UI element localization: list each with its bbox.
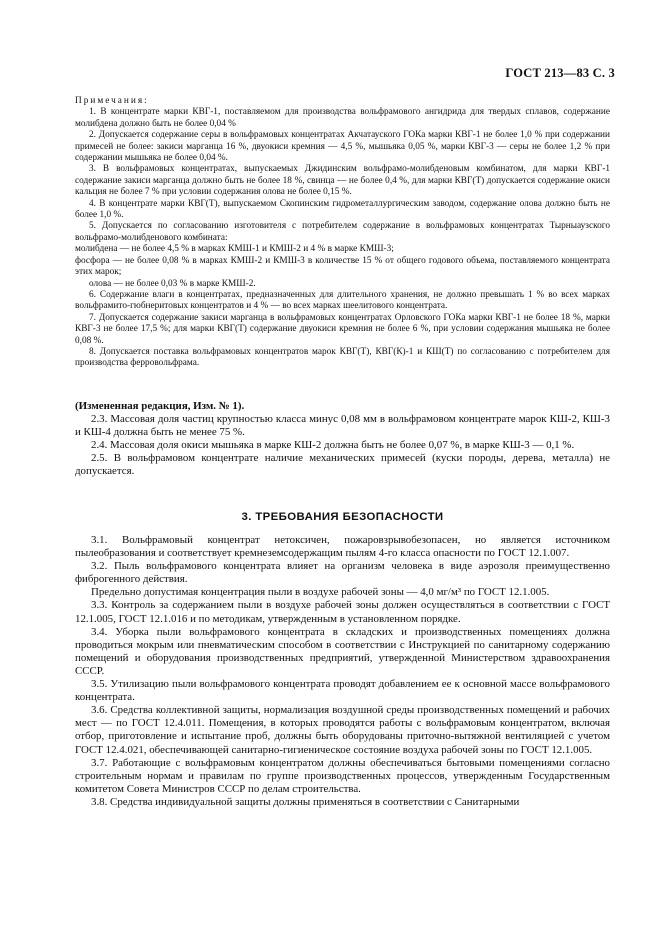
paragraph-3-8: 3.8. Средства индивидуальной защиты должны применяться в соответствии с Санитарными <box>91 795 520 808</box>
note-subitem: олова — не более 0,03 % в марке КМШ-2. <box>89 278 256 289</box>
paragraph-2-3: 2.3. Массовая доля частиц крупностью класса минус 0,08 мм в вольфрамовом концентрате марок КШ-2, КШ-3 и КШ-4 должна быть не менее 75 %. <box>75 413 610 439</box>
paragraph-3-2b: Предельно допустимая концентрация пыли в воздухе рабочей зоны — 4,0 мг/м³ по ГОСТ 12.1.005. <box>91 586 550 599</box>
note-item: 7. Допускается содержание закиси марганца в вольфрамовых концентратах Орловского ГОКа марки КВГ-1 не более 18 %, марки КВГ-3 не более 17,5 %; для марки КВГ(Т) содержание двуокиси кремния не более 6 %, при условии содержания мышьяка не более 0,08 %. <box>75 312 610 346</box>
note-item: 5. Допускается по согласованию изготовителя с потребителем содержание в вольфрамовых концентратах Тырныаузского вольфрамо-молибденового комбината: <box>75 221 610 243</box>
note-item: 1. В концентрате марки КВГ-1, поставляемом для производства вольфрамового ангидрида для твердых сплавов, содержание молибдена должно быть не более 0,04 % <box>75 107 610 129</box>
change-note: (Измененная редакция, Изм. № 1). <box>75 400 245 412</box>
paragraph-3-7: 3.7. Работающие с вольфрамовым концентратом должны обеспечиваться бытовыми помещениями согласно строительным нормам и правилам по группе производственных процессов, утвержденным Государственным комитетом Совета Министров СССР по делам строительства. <box>75 756 610 795</box>
paragraph-3-2: 3.2. Пыль вольфрамового концентрата влияет на организм человека в виде аэрозоля преимущественно фиброгенного действия. <box>75 560 610 586</box>
page-header: ГОСТ 213—83 С. 3 <box>505 66 615 80</box>
paragraph-2-5: 2.5. В вольфрамовом концентрате наличие механических примесей (куски породы, дерева, металла) не допускается. <box>75 452 610 478</box>
note-item: 2. Допускается содержание серы в вольфрамовых концентратах Акчатауского ГОКа марки КВГ-1 не более 1,0 % при содержании примесей не более: закиси марганца 16 %, двуокиси кремния — 4,5 %, мышьяка 0,05 %, марки КВГ-3 — серы не более 1,2 % при содержании мышьяка не более 0,04 %. <box>75 130 610 164</box>
paragraph-3-6: 3.6. Средства коллективной защиты, нормализация воздушной среды производственных помещений и рабочих мест — по ГОСТ 12.4.011. Помещения, в которых проводятся работы с вольфрамовым концентратом, включая отбор, приготовление и испытание проб, должны быть оборудованы приточно-вытяжной вентиляцией с учетом ГОСТ 12.4.021, обеспечивающей санитарно-гигиеническое состояние воздуха рабочей зоны по ГОСТ 12.1.005. <box>75 704 610 756</box>
note-item: 3. В вольфрамовых концентратах, выпускаемых Джидинским вольфрамо-молибденовым комбинатом, для марки КВГ-1 содержание закиси марганца должно быть не более 18 %, свинца — не более 0,4 %, для марки КВГ(Т) допускается содержание окиси кальция не более 7 % при условии содержания олова не более 0,15 %. <box>75 164 610 198</box>
paragraph-3-3: 3.3. Контроль за содержанием пыли в воздухе рабочей зоны должен осуществляться в соответствии с ГОСТ 12.1.005, ГОСТ 12.1.016 и по методикам, утвержденным в установленном порядке. <box>75 599 610 625</box>
section-title: 3. ТРЕБОВАНИЯ БЕЗОПАСНОСТИ <box>241 511 444 523</box>
note-subitem: фосфора — не более 0,08 % в марках КМШ-2 и КМШ-3 в количестве 15 % от общего годового объема, поставляемого концентрата этих марок; <box>75 255 610 278</box>
note-item: 6. Содержание влаги в концентратах, предназначенных для длительного хранения, не должно превышать 1 % во всех марках вольфрамито-гюбнеритовых концентратов и 4 % — во всех марках шеелитового концентрата. <box>75 289 610 312</box>
note-item: 8. Допускается поставка вольфрамовых концентратов марок КВГ(Т), КВГ(К)-1 и КШ(Т) по согласованию с потребителем для производства ферровольфрама. <box>75 346 610 369</box>
notes-heading: Примечания: <box>75 96 149 106</box>
section2-tail <box>75 400 610 479</box>
note-subitem: молибдена — не более 4,5 % в марках КМШ-1 и КМШ-2 и 4 % в марке КМШ-3; <box>75 244 394 255</box>
paragraph-3-1: 3.1. Вольфрамовый концентрат нетоксичен, пожаровзрывобезопасен, но является источником пылеобразования и соответствует кремнеземсодержащим пылям 4-го класса опасности по ГОСТ 12.1.007. <box>75 534 610 560</box>
paragraph-2-4: 2.4. Массовая доля окиси мышьяка в марке КШ-2 должна быть не более 0,07 %, в марке КШ-3 — 0,1 %. <box>91 439 575 452</box>
note-item: 4. В концентрате марки КВГ(Т), выпускаемом Скопинским гидрометаллургическим заводом, содержание олова должно быть не более 1,0 %. <box>75 198 610 221</box>
section3-body <box>75 534 610 809</box>
paragraph-3-4: 3.4. Уборка пыли вольфрамового концентрата в складских и производственных помещениях должна проводиться мокрым или пневматическим способом в соответствии с Инструкцией по санитарному содержанию помещений и оборудования производственных предприятий, утвержденной Министерством здравоохранения СССР. <box>75 625 610 677</box>
paragraph-3-5: 3.5. Утилизацию пыли вольфрамового концентрата проводят добавлением ее к основной массе вольфрамового концентрата. <box>75 678 610 704</box>
notes-block <box>75 96 610 370</box>
